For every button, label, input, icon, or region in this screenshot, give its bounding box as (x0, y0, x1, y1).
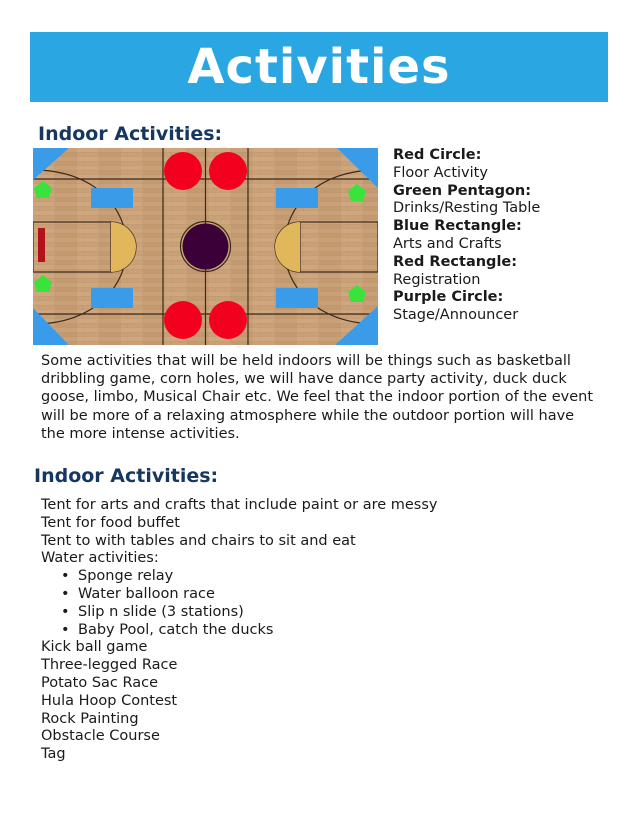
list-item: Potato Sac Race (41, 674, 159, 691)
list-item: Tag (41, 746, 66, 763)
legend-value: Registration (393, 271, 481, 288)
blue-rectangle-marker (276, 288, 318, 308)
legend-label: Green Pentagon: (393, 182, 532, 199)
activity-list (41, 497, 437, 764)
blue-rectangle-marker (91, 188, 133, 208)
list-item: Water activities: (41, 550, 159, 567)
section-heading-indoor: Indoor Activities: (38, 123, 223, 145)
list-item: Rock Painting (41, 710, 139, 727)
legend-value: Arts and Crafts (393, 235, 502, 252)
legend-label: Purple Circle: (393, 289, 504, 306)
water-activities-list (41, 568, 437, 639)
red-circle-marker (164, 301, 202, 339)
legend-value: Floor Activity (393, 164, 488, 181)
red-circle-marker (209, 152, 247, 190)
legend-label: Red Circle: (393, 147, 482, 163)
legend-value: Drinks/Resting Table (393, 200, 541, 217)
page-title: Activities (187, 39, 451, 95)
list-item: Hula Hoop Contest (41, 692, 178, 709)
bullet-item: • Sponge relay (61, 568, 437, 586)
bullet-item: • Baby Pool, catch the ducks (61, 622, 437, 640)
list-item: Kick ball game (41, 639, 148, 656)
red-rectangle-marker (38, 228, 45, 262)
legend-label: Blue Rectangle: (393, 218, 522, 235)
section-heading-indoor-list: Indoor Activities: (34, 465, 219, 487)
basketball-court-map (33, 148, 378, 345)
title-banner (30, 32, 608, 102)
list-item: Tent for food buffet (41, 514, 180, 531)
bullet-item: • Slip n slide (3 stations) (61, 604, 437, 622)
list-item: Tent for arts and crafts that include paint or are messy (41, 497, 438, 513)
indoor-description: Some activities that will be held indoors will be things such as basketball dribbling game, corn holes, we will have dance party activity, duck duck goose, limbo, Musical Chair etc. We feel that the indoor portion of the event will be more of a relaxing atmosphere while the outdoor portion will have the more intense activities. (41, 353, 593, 442)
legend-value: Stage/Announcer (393, 307, 519, 324)
blue-rectangle-marker (276, 188, 318, 208)
red-circle-marker (164, 152, 202, 190)
bullet-item: • Water balloon race (61, 586, 437, 604)
purple-circle-marker (183, 224, 229, 270)
list-item: Tent to with tables and chairs to sit and eat (41, 532, 356, 549)
legend-label: Red Rectangle: (393, 253, 518, 270)
map-legend (393, 147, 540, 325)
red-circle-marker (209, 301, 247, 339)
list-item: Obstacle Course (41, 728, 160, 745)
blue-rectangle-marker (91, 288, 133, 308)
list-item: Three-legged Race (41, 657, 178, 674)
